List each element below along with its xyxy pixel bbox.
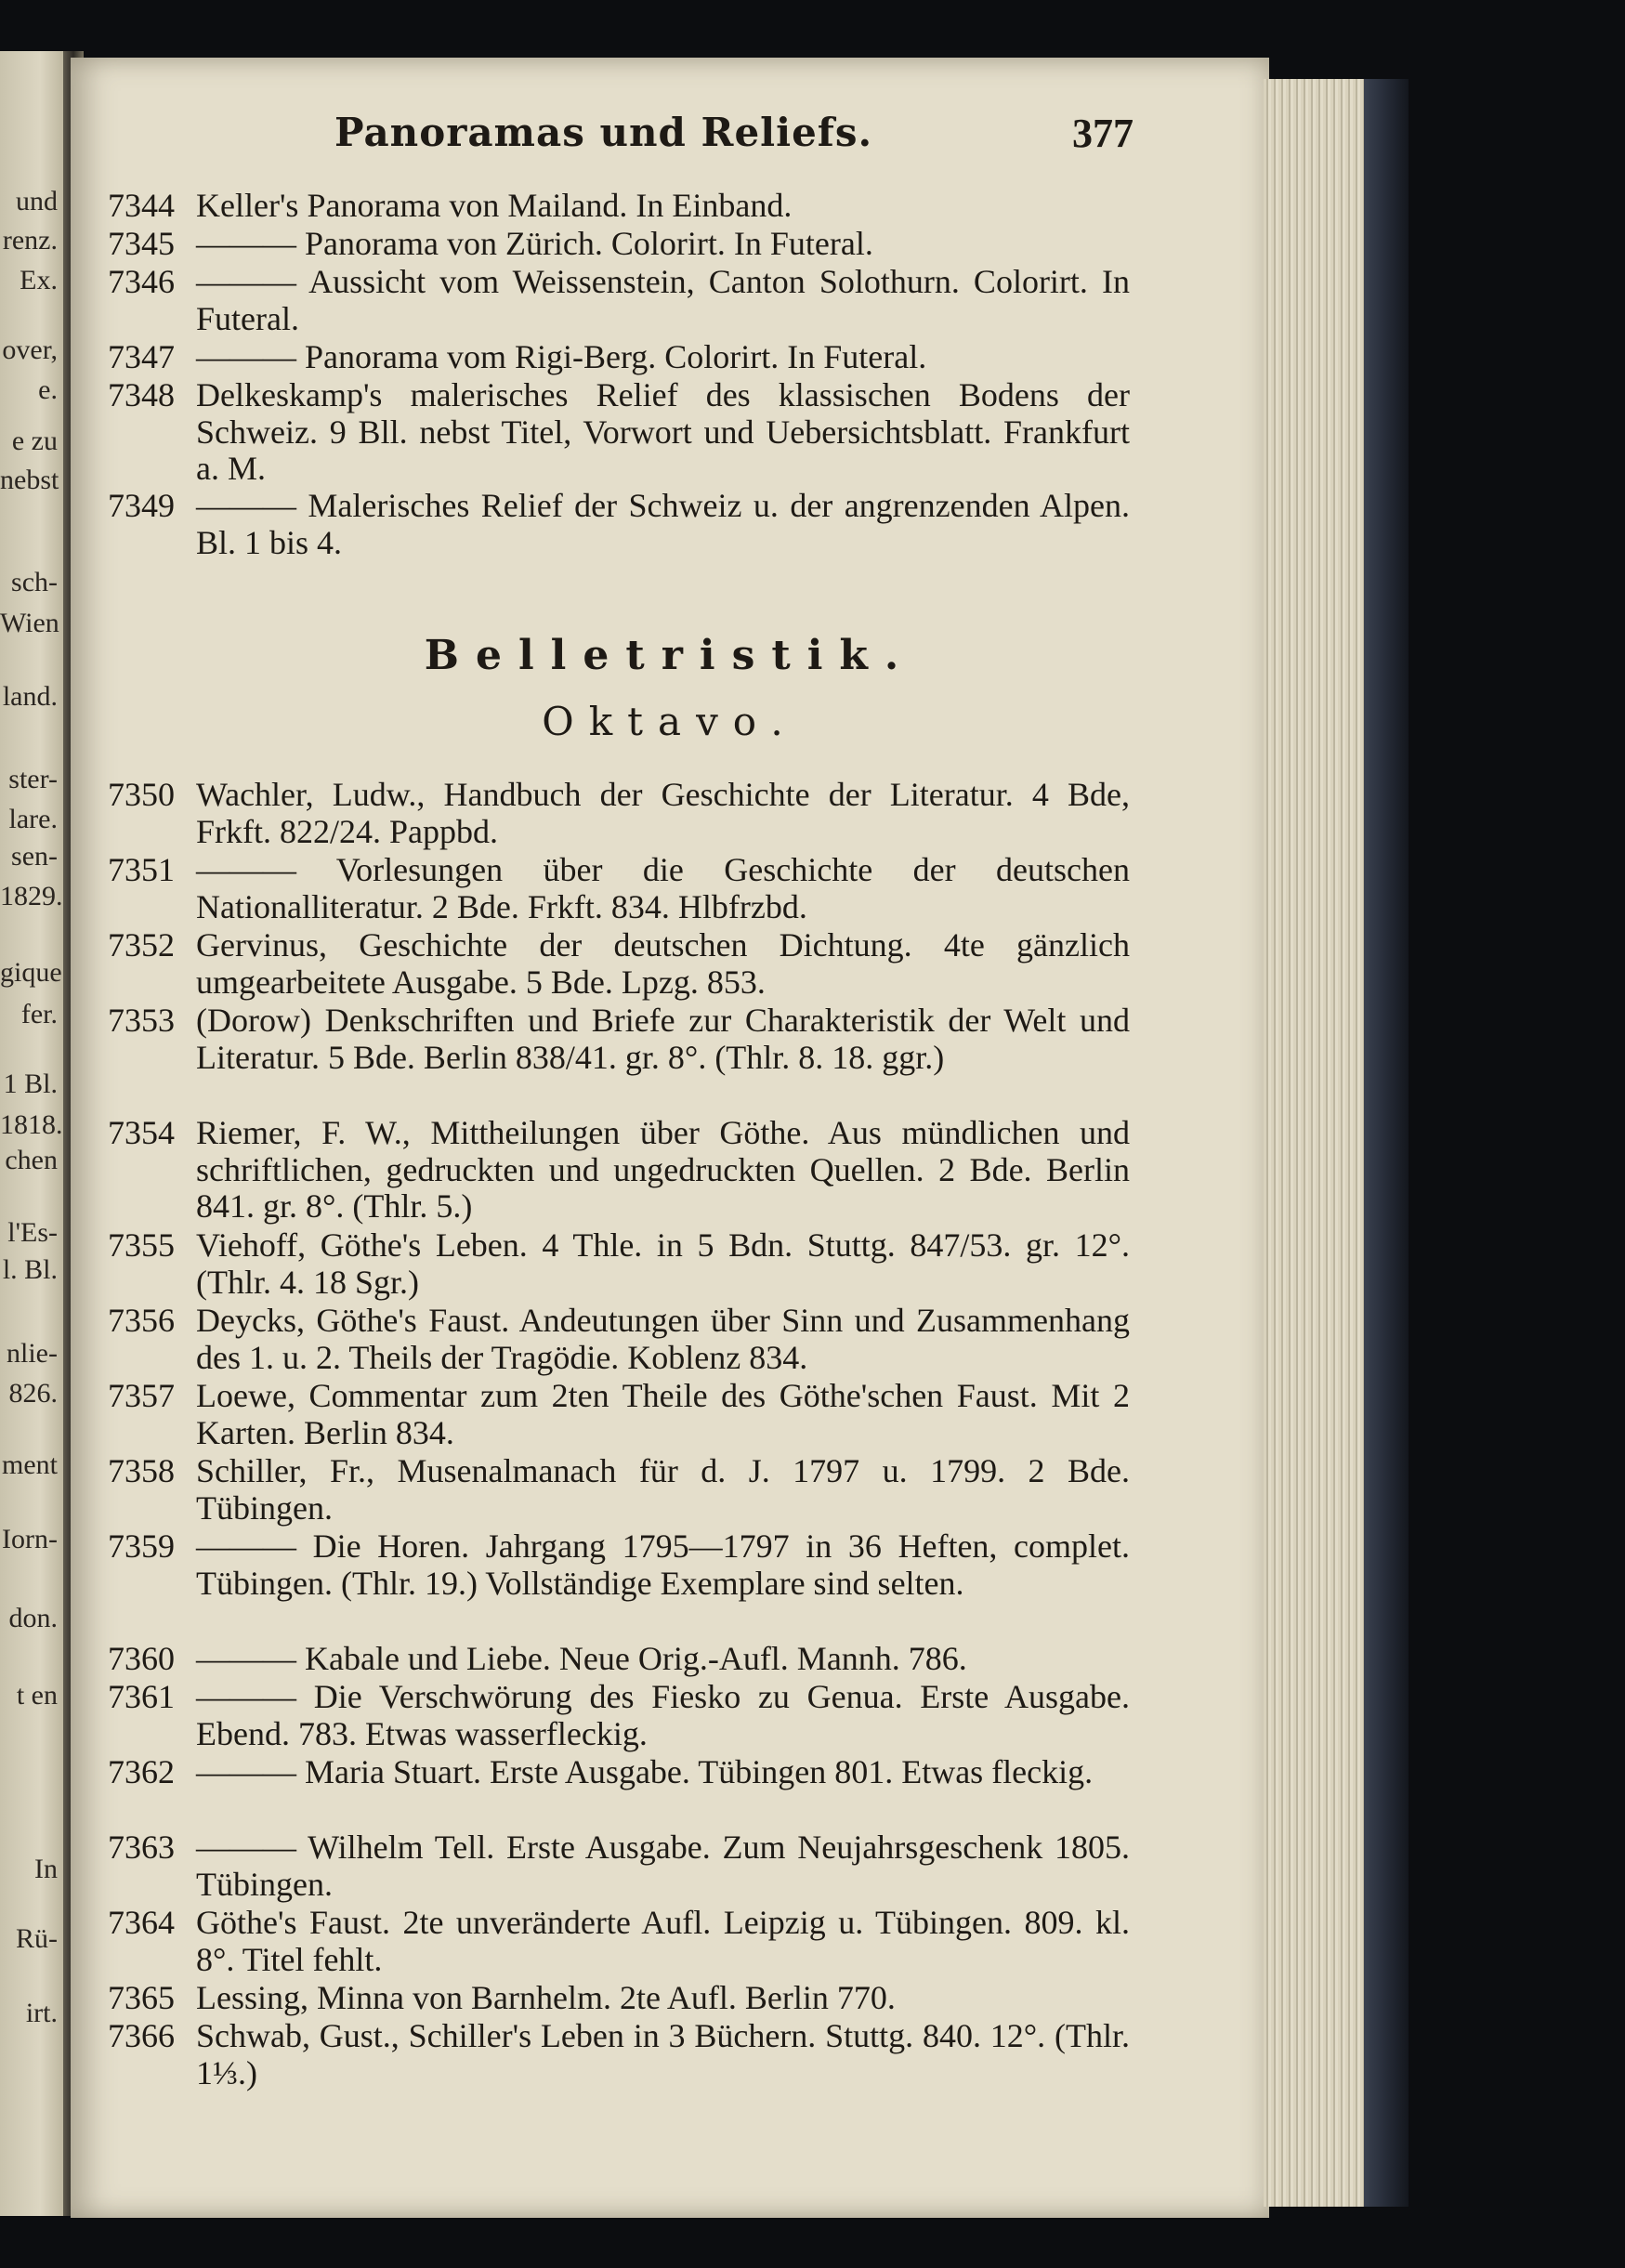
margin-fragment: 1818. bbox=[0, 1109, 63, 1140]
entry-text: ——— Panorama vom Rigi-Berg. Colorirt. In Futeral. bbox=[196, 338, 927, 375]
catalog-entry bbox=[108, 488, 1130, 561]
margin-fragment: In bbox=[34, 1854, 58, 1884]
catalog-entry bbox=[108, 1227, 1130, 1301]
margin-fragment: Ex. bbox=[20, 265, 58, 295]
margin-fragment: Wien bbox=[0, 608, 59, 638]
entry-text: ——— Maria Stuart. Erste Ausgabe. Tübingen 801. Etwas fleckig. bbox=[196, 1753, 1094, 1790]
entry-text: ——— Kabale und Liebe. Neue Orig.-Aufl. Mannh. 786. bbox=[196, 1640, 967, 1677]
section-subheading: Oktavo. bbox=[542, 699, 798, 744]
entry-number: 7358 bbox=[108, 1452, 175, 1489]
margin-fragment: nlie- bbox=[7, 1338, 58, 1369]
entry-number: 7356 bbox=[108, 1302, 175, 1339]
margin-fragment: e. bbox=[38, 374, 58, 405]
margin-fragment: und bbox=[16, 186, 58, 216]
book-cover-edge bbox=[1364, 79, 1409, 2207]
catalog-entry bbox=[108, 1003, 1130, 1076]
entry-number: 7357 bbox=[108, 1377, 175, 1414]
catalog-entry bbox=[108, 1303, 1130, 1376]
entry-number: 7361 bbox=[108, 1678, 175, 1715]
catalog-entry bbox=[108, 264, 1130, 337]
margin-fragment: lare. bbox=[8, 804, 58, 834]
entry-text: ——— Die Horen. Jahrgang 1795—1797 in 36 Heften, complet. Tübingen. (Thlr. 19.) Vollständige Exemplare sind selten. bbox=[196, 1527, 1130, 1602]
catalog-entry bbox=[108, 1115, 1130, 1226]
entry-number: 7344 bbox=[108, 187, 175, 224]
catalog-entry bbox=[108, 226, 1130, 263]
margin-fragment: over, bbox=[2, 334, 58, 365]
margin-fragment: fer. bbox=[20, 999, 58, 1029]
entry-number: 7346 bbox=[108, 263, 175, 300]
margin-fragment: renz. bbox=[2, 225, 58, 256]
entry-text: ——— Aussicht vom Weissenstein, Canton Solothurn. Colorirt. In Futeral. bbox=[196, 263, 1130, 337]
margin-fragment: l. Bl. bbox=[2, 1254, 58, 1285]
margin-fragment: nebst bbox=[0, 465, 59, 495]
entry-number: 7365 bbox=[108, 1979, 175, 2016]
entry-text: Delkeskamp's malerisches Relief des klassischen Bodens der Schweiz. 9 Bll. nebst Titel, Vorwort und Uebersichtsblatt. Frankfurt a. M. bbox=[196, 376, 1130, 487]
catalog-entry bbox=[108, 777, 1130, 850]
catalog-entry bbox=[108, 1905, 1130, 1978]
page-header bbox=[334, 110, 1134, 165]
margin-fragment: gique bbox=[0, 957, 62, 988]
entry-text: ——— Die Verschwörung des Fiesko zu Genua. Erste Ausgabe. Ebend. 783. Etwas wasserfleckig. bbox=[196, 1678, 1130, 1752]
margin-fragment: t en bbox=[16, 1680, 58, 1711]
catalog-entry bbox=[108, 1754, 1130, 1791]
catalog-entry bbox=[108, 1641, 1130, 1678]
catalog-entry bbox=[108, 2018, 1130, 2091]
margin-fragment: sch- bbox=[11, 567, 58, 597]
entry-number: 7354 bbox=[108, 1114, 175, 1151]
entry-number: 7349 bbox=[108, 487, 175, 524]
catalog-entry bbox=[108, 1453, 1130, 1527]
margin-fragment: Iorn- bbox=[2, 1524, 58, 1554]
entry-text: Göthe's Faust. 2te unveränderte Aufl. Leipzig u. Tübingen. 809. kl. 8°. Titel fehlt. bbox=[196, 1904, 1130, 1978]
entry-text: Wachler, Ludw., Handbuch der Geschichte der Literatur. 4 Bde, Frkft. 822/24. Pappbd. bbox=[196, 776, 1130, 850]
catalog-entry bbox=[108, 377, 1130, 488]
catalog-entry bbox=[108, 927, 1130, 1001]
catalog-entry bbox=[108, 339, 1130, 376]
catalog-entry bbox=[108, 1378, 1130, 1451]
margin-fragment: 826. bbox=[8, 1378, 58, 1409]
entry-text: Gervinus, Geschichte der deutschen Dichtung. 4te gänzlich umgearbeitete Ausgabe. 5 Bde. Lpzg. 853. bbox=[196, 926, 1130, 1001]
entry-text: ——— Vorlesungen über die Geschichte der deutschen Nationalliteratur. 2 Bde. Frkft. 834. Hlbfrzbd. bbox=[196, 851, 1130, 925]
margin-fragment: irt. bbox=[25, 1998, 58, 2028]
entry-number: 7347 bbox=[108, 338, 175, 375]
section-heading: Belletristik. bbox=[424, 632, 916, 679]
margin-fragment: ster- bbox=[8, 764, 58, 794]
entry-number: 7362 bbox=[108, 1753, 175, 1790]
entry-text: Viehoff, Göthe's Leben. 4 Thle. in 5 Bdn. Stuttg. 847/53. gr. 12°. (Thlr. 4. 18 Sgr.) bbox=[196, 1226, 1130, 1301]
entry-text: ——— Panorama von Zürich. Colorirt. In Futeral. bbox=[196, 225, 873, 262]
entry-number: 7345 bbox=[108, 225, 175, 262]
entry-text: (Dorow) Denkschriften und Briefe zur Charakteristik der Welt und Literatur. 5 Bde. Berlin 838/41. gr. 8°. (Thlr. 8. 18. ggr.) bbox=[196, 1002, 1130, 1076]
catalog-entry bbox=[108, 1829, 1130, 1903]
margin-fragment: e zu bbox=[11, 426, 58, 456]
entry-text: Schiller, Fr., Musenalmanach für d. J. 1797 u. 1799. 2 Bde. Tübingen. bbox=[196, 1452, 1130, 1527]
entry-number: 7350 bbox=[108, 776, 175, 813]
entry-text: Deycks, Göthe's Faust. Andeutungen über Sinn und Zusammenhang des 1. u. 2. Theils der Tragödie. Koblenz 834. bbox=[196, 1302, 1130, 1376]
entry-number: 7353 bbox=[108, 1002, 175, 1039]
running-title: Panoramas und Reliefs. bbox=[334, 110, 873, 155]
margin-fragment: chen bbox=[5, 1145, 58, 1175]
margin-fragment: Rü- bbox=[16, 1923, 58, 1954]
entry-text: ——— Malerisches Relief der Schweiz u. der angrenzenden Alpen. Bl. 1 bis 4. bbox=[196, 487, 1130, 561]
entry-text: Schwab, Gust., Schiller's Leben in 3 Büchern. Stuttg. 840. 12°. (Thlr. 1⅓.) bbox=[196, 2017, 1130, 2091]
margin-fragment: land. bbox=[2, 681, 58, 712]
entry-text: Keller's Panorama von Mailand. In Einband. bbox=[196, 187, 793, 224]
entry-text: Riemer, F. W., Mittheilungen über Göthe. Aus mündlichen und schriftlichen, gedruckten und ungedruckten Quellen. 2 Bde. Berlin 841. gr. 8°. (Thlr. 5.) bbox=[196, 1114, 1130, 1225]
catalog-entry bbox=[108, 188, 1130, 225]
margin-fragment: l'Es- bbox=[7, 1217, 58, 1248]
catalog-entry bbox=[108, 1679, 1130, 1752]
margin-fragment: don. bbox=[8, 1603, 58, 1633]
entry-number: 7355 bbox=[108, 1226, 175, 1264]
entry-number: 7348 bbox=[108, 376, 175, 413]
entry-text: Loewe, Commentar zum 2ten Theile des Göthe'schen Faust. Mit 2 Karten. Berlin 834. bbox=[196, 1377, 1130, 1451]
margin-fragment: ment bbox=[2, 1449, 58, 1480]
entry-number: 7359 bbox=[108, 1527, 175, 1565]
margin-fragment: 1 Bl. bbox=[3, 1068, 58, 1099]
entry-text: Lessing, Minna von Barnhelm. 2te Aufl. Berlin 770. bbox=[196, 1979, 896, 2016]
entry-number: 7351 bbox=[108, 851, 175, 888]
margin-fragment: sen- bbox=[11, 841, 58, 872]
margin-fragment: 1829. bbox=[0, 881, 63, 911]
page-number: 377 bbox=[1072, 111, 1134, 156]
entry-number: 7360 bbox=[108, 1640, 175, 1677]
entry-number: 7363 bbox=[108, 1829, 175, 1866]
catalog-entry bbox=[108, 1980, 1130, 2017]
catalog-entry bbox=[108, 1528, 1130, 1602]
page-edges bbox=[1264, 79, 1366, 2207]
entry-number: 7352 bbox=[108, 926, 175, 964]
entry-number: 7364 bbox=[108, 1904, 175, 1941]
entry-number: 7366 bbox=[108, 2017, 175, 2054]
entry-text: ——— Wilhelm Tell. Erste Ausgabe. Zum Neujahrsgeschenk 1805. Tübingen. bbox=[196, 1829, 1130, 1903]
catalog-entry bbox=[108, 852, 1130, 925]
